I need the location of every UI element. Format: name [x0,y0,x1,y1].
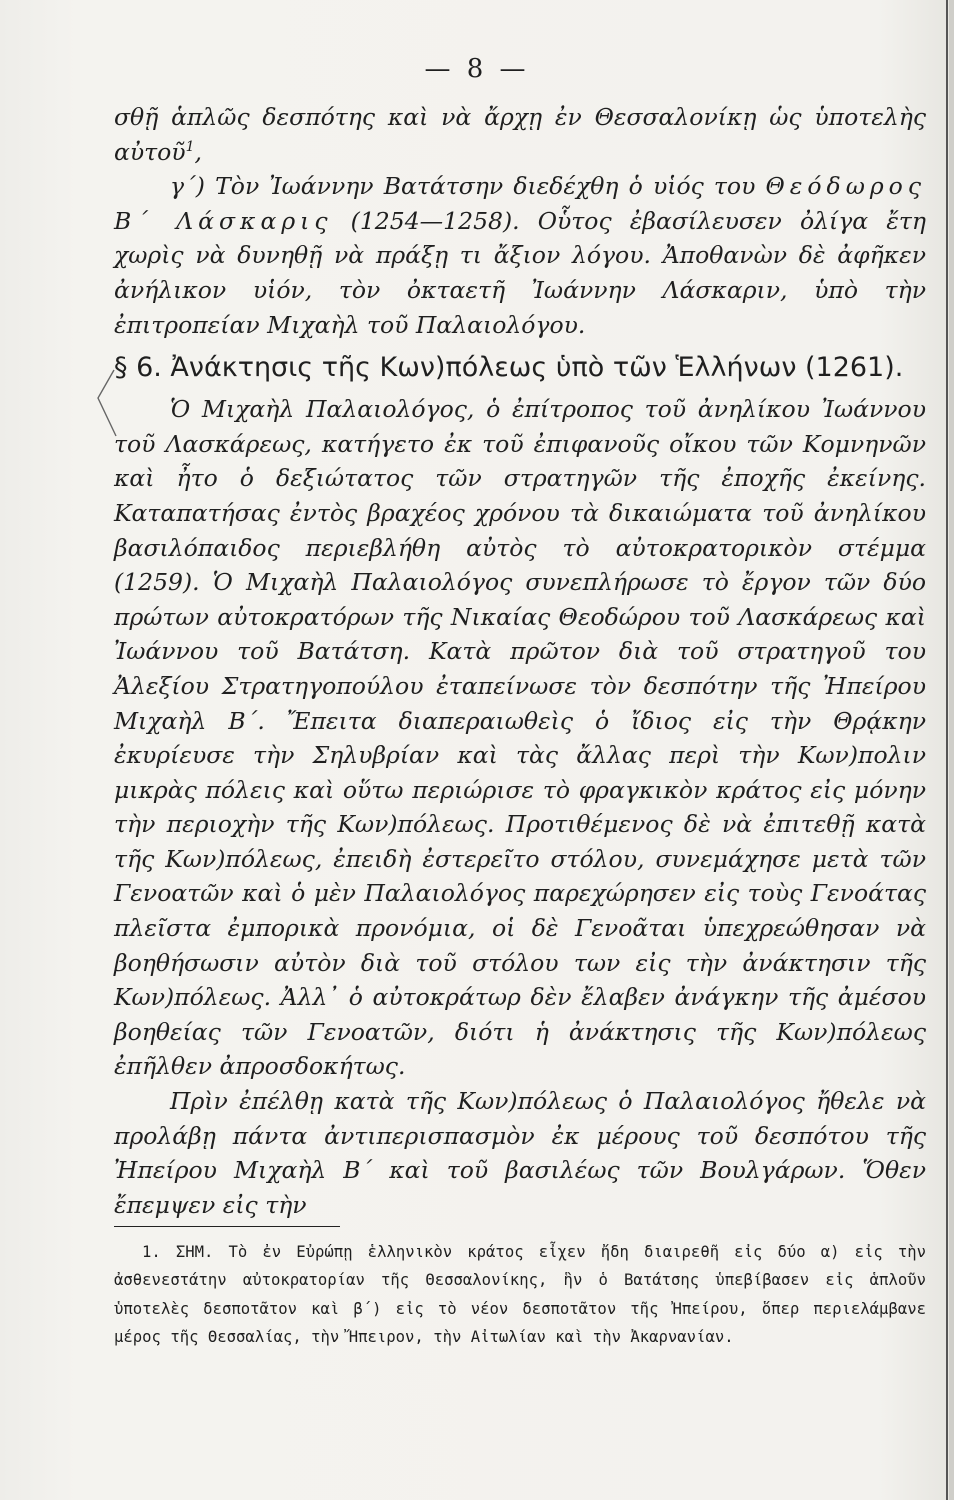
paragraph-text: σθῇ ἁπλῶς δεσπότης καὶ νὰ ἄρχῃ ἐν Θεσσαλονίκῃ ὡς ὑποτελὴς αὐτοῦ [114,103,926,166]
footnote-reference[interactable]: 1 [185,138,195,155]
paragraph-text: γ΄) Τὸν Ἰωάννην Βατάτσην διεδέχθη ὁ υἱός του [170,172,766,201]
page-edge-line [946,0,948,1500]
main-text [114,100,926,1222]
paragraph-text: (1254—1258). Οὗτος ἐβασίλευσεν ὀλίγα ἔτη χωρὶς νὰ δυνηθῇ νὰ πράξῃ τι ἄξιον λόγου. Ἀποθανὼν δὲ ἀφῆκεν ἀνήλικον υἱόν, τὸν ὀκταετῆ Ἰωάννην Λάσκαριν, ὑπὸ τὴν ἐπιτροπείαν Μιχαὴλ τοῦ Παλαιολόγου. [114,206,926,339]
page-edge-shadow [949,0,954,1500]
footnote: 1. ΣΗΜ. Τὸ ἐν Εὐρώπῃ ἑλληνικὸν κράτος εἶχεν ἤδη διαιρεθῆ εἰς δύο α) εἰς τὴν ἀσθενεστάτην αὐτοκρατορίαν τῆς Θεσσαλονίκης, ἣν ὁ Βατάτσης ὑπεβίβασεν εἰς ἁπλοῦν ὑποτελὲς δεσποτᾶτον καὶ β΄) εἰς τὸ νέον δεσποτᾶτον τῆς Ἠπείρου, ὅπερ περιελάμβανε μέρος τῆς Θεσσαλίας, τὴν Ἤπειρον, τὴν Αἰτωλίαν καὶ τὴν Ἀκαρνανίαν. [114,1243,926,1346]
section-heading: § 6. Ἀνάκτησις τῆς Κων)πόλεως ὑπὸ τῶν Ἑλλήνων (1261). [114,352,904,384]
spaced-name: Θεόδωρος Β΄ Λάσκαρις [114,172,926,235]
paragraph-punct: , [194,137,202,166]
paragraph-before-attack: Πρὶν ἐπέλθῃ κατὰ τῆς Κων)πόλεως ὁ Παλαιολόγος ἤθελε νὰ προλάβῃ πάντα ἀντιπερισπασμὸν ἐκ μέρους τοῦ δεσπότου τῆς Ἠπείρου Μιχαὴλ Β΄ καὶ τοῦ βασιλέως τῶν Βουλγάρων. Ὅθεν ἔπεμψεν εἰς τὴν [114,1087,926,1219]
paragraph-theodoros [114,169,926,342]
page-number: — 8 — [424,54,530,84]
paragraph-michael: Ὁ Μιχαὴλ Παλαιολόγος, ὁ ἐπίτροπος τοῦ ἀνηλίκου Ἰωάννου τοῦ Λασκάρεως, κατήγετο ἐκ τοῦ ἐπιφανοῦς οἴκου τῶν Κομνηνῶν καὶ ἦτο ὁ δεξιώτατος τῶν στρατηγῶν τῆς ἐποχῆς ἐκείνης. Καταπατήσας ἐντὸς βραχέος χρόνου τὰ δικαιώματα τοῦ ἀνηλίκου βασιλόπαιδος περιεβλήθη αὐτὸς τὸ αὐτοκρατορικὸν στέμμα (1259). Ὁ Μιχαὴλ Παλαιολόγος συνεπλήρωσε τὸ ἔργον τῶν δύο πρώτων αὐτοκρατόρων τῆς Νικαίας Θεοδώρου τοῦ Λασκάρεως καὶ Ἰωάννου τοῦ Βατάτση. Κατὰ πρῶτον διὰ τοῦ στρατηγοῦ του Ἀλεξίου Στρατηγοπούλου ἐταπείνωσε τὸν δεσπότην τῆς Ἠπείρου Μιχαὴλ Β΄. Ἔπειτα διαπεραιωθεὶς ὁ ἴδιος εἰς τὴν Θρᾴκην ἐκυρίευσε τὴν Σηλυβρίαν καὶ τὰς ἄλλας περὶ τὴν Κων)πολιν μικρὰς πόλεις καὶ οὕτω περιώρισε τὸ φραγκικὸν κράτος εἰς μόνην τὴν περιοχὴν τῆς Κων)πόλεως. Προτιθέμενος δὲ νὰ ἐπιτεθῇ κατὰ τῆς Κων)πόλεως, ἐπειδὴ ἐστερεῖτο στόλου, συνεμάχησε μετὰ τῶν Γενοατῶν καὶ ὁ μὲν Παλαιολόγος παρεχώρησεν εἰς τοὺς Γενοάτας πλεῖστα ἐμπορικὰ προνόμια, οἱ δὲ Γενοᾶται ὑπεχρεώθησαν νὰ βοηθήσωσιν αὐτὸν διὰ τοῦ στόλου των εἰς τὴν ἀνάκτησιν τῆς Κων)πόλεως. Ἀλλ᾿ ὁ αὐτοκράτωρ δὲν ἔλαβεν ἀνάγκην τῆς ἀμέσου βοηθείας τῶν Γενοατῶν, διότι ἡ ἀνάκτησις τῆς Κων)πόλεως ἐπῆλθεν ἀπροσδοκήτως. [114,395,926,1081]
paragraph-continuation [114,100,926,169]
footnote-divider [114,1226,340,1227]
